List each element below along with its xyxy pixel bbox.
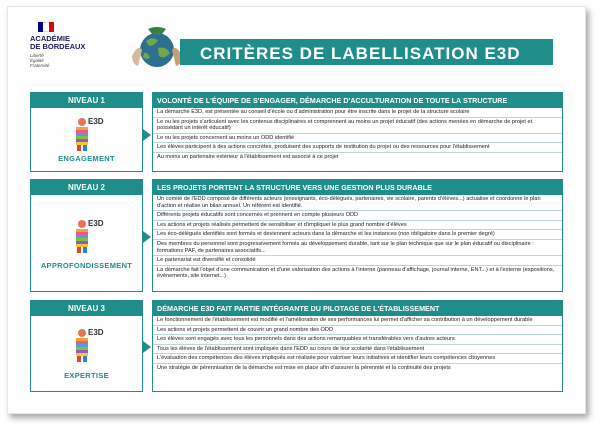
criterion-item: Les élèves participent à des actions concrètes, produisent des supports de restitution du projet ou des ressources pour l'établissement <box>153 143 562 153</box>
criterion-item: Les actions et projets réalisés permettent de sensibiliser et d'impliquer le plus grand nombre d'élèves <box>153 221 562 231</box>
level-1-badge: NIVEAU 1 <box>31 93 142 108</box>
e3d-person-icon <box>68 323 108 363</box>
level-1-box <box>30 92 143 172</box>
arrow-icon <box>143 129 151 141</box>
criterion-item: Un comité de l'EDD composé de différents acteurs (enseignants, éco-délégués, partenaires, vie scolaire, parents d'élèves...) actualise et coordonne le plan d'action et réalise un bilan annuel. Un référent est identifié. <box>153 195 562 211</box>
criterion-item: Le fonctionnement de l'établissement est modifié et l'amélioration de ses performances lui permet d'afficher sa contribution à un développement durable <box>153 316 562 326</box>
svg-text:E3D: E3D <box>88 328 104 337</box>
criterion-item: L'évaluation des compétences des élèves impliqués est réalisée pour valoriser leurs initiatives et identifier leurs compétences citoyennes <box>153 354 562 364</box>
level-3-heading: DÉMARCHE E3D FAIT PARTIE INTÉGRANTE DU PILOTAGE DE L'ÉTABLISSEMENT <box>153 301 562 316</box>
page-title: CRITÈRES DE LABELLISATION E3D <box>200 44 521 63</box>
level-3-name: EXPERTISE <box>64 371 109 380</box>
level-2-criteria <box>152 179 563 292</box>
flag-red <box>49 22 54 32</box>
french-flag-icon <box>38 22 54 32</box>
level-2-name: APPROFONDISSEMENT <box>40 261 133 270</box>
logo-motto <box>30 53 100 68</box>
level-2-heading: LES PROJETS PORTENT LA STRUCTURE VERS UNE GESTION PLUS DURABLE <box>153 180 562 195</box>
arrow-icon <box>143 341 151 353</box>
criterion-item: Le ou les projets s'articulent avec les contenus disciplinaires et comprennent au moins un projet éducatif (des actions menées en démarche de projet et possédant un intérêt éducatif) <box>153 118 562 134</box>
level-2-badge: NIVEAU 2 <box>31 180 142 195</box>
criterion-item: Une stratégie de pérennisation de la démarche est mise en place afin d'assurer la pérennité et la continuité des projets <box>157 364 451 371</box>
criterion-item: Des membres du personnel sont progressivement formés au développement durable, tant sur le plan technique que sur le plan éducatif ou disciplinaire : formations PAF, de partenaires associatifs... <box>153 240 562 256</box>
criterion-item: Différents projets éducatifs sont concernés et prennent en compte plusieurs ODD <box>153 211 562 221</box>
criterion-item: Les éco-délégués identifiés sont formés et deviennent acteurs dans la démarche et les instances (non obligatoire dans le premier degré) <box>153 230 562 240</box>
arrow-icon <box>143 231 151 243</box>
hands-globe-icon <box>128 26 186 72</box>
level-1-heading: VOLONTÉ DE L'ÉQUIPE DE S'ENGAGER, DÉMARCHE D'ACCULTURATION DE TOUTE LA STRUCTURE <box>153 93 562 108</box>
motto-2: Égalité <box>30 58 44 63</box>
criterion-item: La démarche E3D, est présentée au conseil d'école ou d'administration pour être inscrite dans le projet de la structure scolaire <box>153 108 562 118</box>
level-1-criteria <box>152 92 563 172</box>
level-3-box <box>30 300 143 392</box>
motto-3: Fraternité <box>30 63 50 68</box>
svg-text:E3D: E3D <box>88 117 104 126</box>
svg-text:E3D: E3D <box>88 219 104 228</box>
criterion-item: Tous les élèves de l'établissement sont impliqués dans l'EDD au cours de leur scolarité dans l'établissement <box>153 345 562 355</box>
motto-1: Liberté <box>30 53 44 58</box>
level-3-section <box>30 300 563 392</box>
level-2-box <box>30 179 143 292</box>
level-1-section <box>30 92 563 172</box>
e3d-person-icon <box>68 214 108 254</box>
criterion-item: Le ou les projets concernent au moins un ODD identifié <box>153 134 562 144</box>
logo-line1: ACADÉMIE <box>30 34 71 43</box>
criterion-item: La démarche fait l'objet d'une communication et d'une valorisation des actions à l'interne (panneau d'affichage, journal interne, ENT...) et à l'externe (expositions, évènements, site internet...) <box>157 266 555 280</box>
criterion-item: Le partenariat est diversifié et consolidé <box>153 256 562 266</box>
level-2-section <box>30 179 563 292</box>
criterion-item: Les actions et projets permettent de couvrir un grand nombre des ODD <box>153 326 562 336</box>
level-3-badge: NIVEAU 3 <box>31 301 142 316</box>
criterion-item: Les élèves sont engagés avec tous les personnels dans des actions remarquables et transférables vers d'autres acteurs <box>153 335 562 345</box>
logo-line2: DE BORDEAUX <box>30 42 86 51</box>
e3d-person-icon <box>68 112 108 152</box>
level-3-criteria <box>152 300 563 392</box>
academie-logo <box>30 22 100 68</box>
criterion-item: Au moins un partenaire extérieur à l'établissement est associé à ce projet <box>157 153 339 160</box>
level-1-name: ENGAGEMENT <box>58 154 115 163</box>
